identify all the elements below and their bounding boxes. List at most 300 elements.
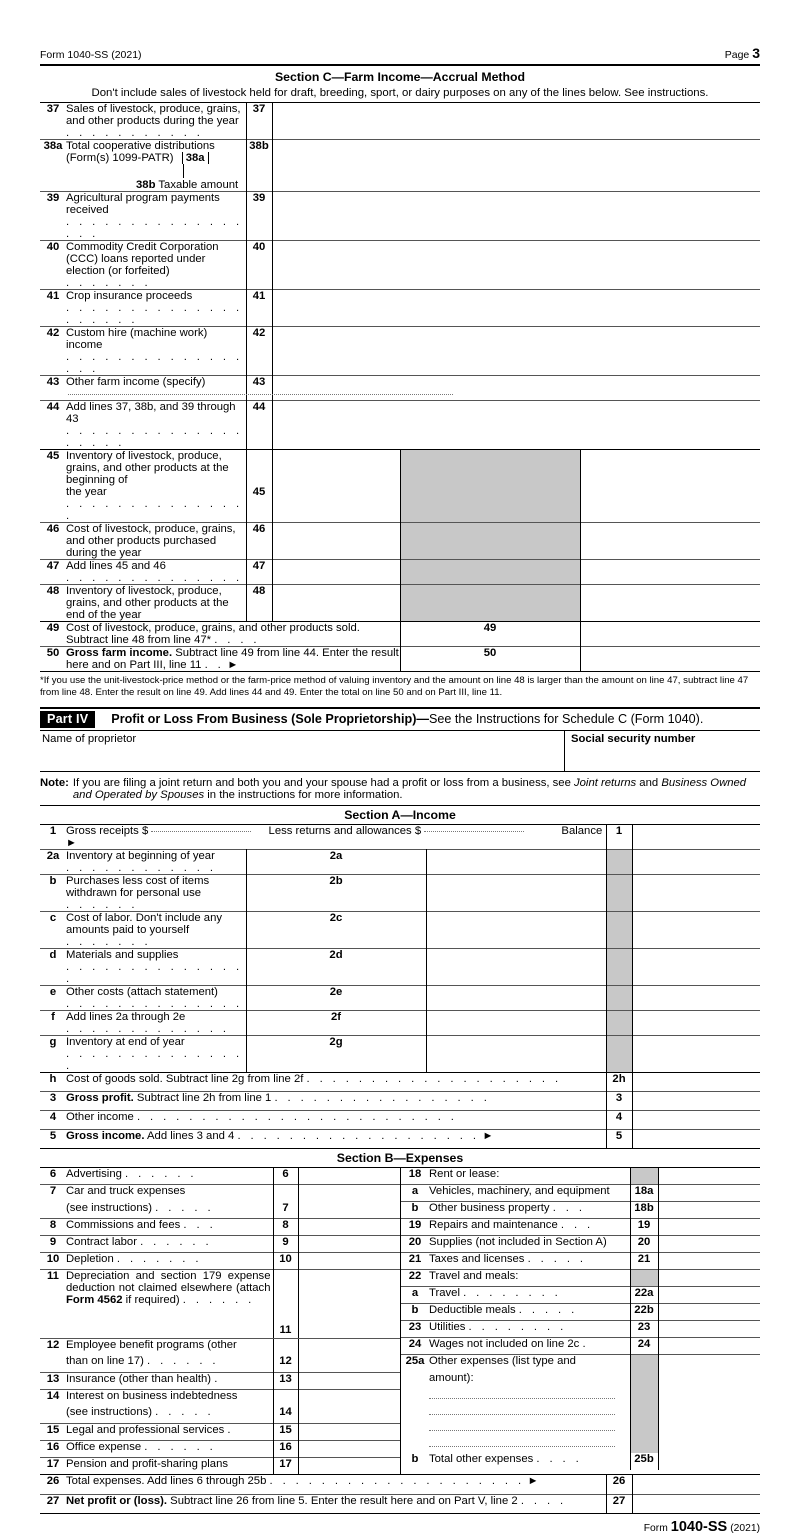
line-description: Travel . . . . . . . .: [429, 1287, 562, 1300]
line-number: 18: [408, 1167, 422, 1180]
table-row: [40, 486, 760, 523]
amount-input-24[interactable]: [658, 1338, 760, 1355]
line-description: Commissions and fees . . .: [66, 1219, 217, 1232]
line-number: 3: [49, 1091, 57, 1104]
other-expense-write-in-4[interactable]: [429, 1437, 630, 1453]
leader-dots: . . . . . . . . . . . . . . . . . . . .: [306, 1072, 562, 1085]
section-b-left-column: [40, 1168, 400, 1475]
amount-input-26[interactable]: [632, 1475, 760, 1494]
table-row: [40, 647, 760, 672]
line-description: Gross income. Add lines 3 and 4 . . . . . . . . . . . . . . . . . . . ►: [66, 1129, 494, 1142]
line-number: 38a: [43, 140, 63, 152]
amount-input-20[interactable]: [658, 1236, 760, 1253]
line-description: Other farm income (specify): [66, 376, 246, 401]
table-row: [40, 1168, 400, 1185]
table-row: [40, 1236, 400, 1253]
leader-dots: . . . . .: [527, 1253, 587, 1266]
section-b-columns: [40, 1168, 760, 1475]
shaded-cell: [630, 1355, 658, 1453]
less-returns-input[interactable]: [424, 831, 524, 832]
footer-year: (2021): [730, 1522, 760, 1534]
amount-input-7[interactable]: [298, 1185, 400, 1219]
other-expense-write-in-3[interactable]: [429, 1421, 630, 1437]
amount-input-16[interactable]: [298, 1440, 400, 1457]
amount-input-21[interactable]: [658, 1253, 760, 1270]
line-number: b: [411, 1452, 419, 1465]
table-row: [401, 1253, 760, 1270]
table-row: [40, 948, 760, 985]
table-row: [401, 1185, 760, 1202]
amount-label: 39: [246, 192, 272, 241]
amount-input-5[interactable]: [632, 1129, 760, 1148]
line-number: 43: [46, 376, 60, 388]
leader-dots: . . . . . .: [66, 898, 138, 911]
blank-cell: [658, 1168, 760, 1185]
amount-label: 11: [273, 1270, 298, 1338]
shaded-cell: [606, 874, 632, 911]
blank-cell: [632, 874, 760, 911]
line-number: b: [411, 1202, 419, 1215]
leader-dots: .: [582, 1338, 589, 1351]
amount-label: 10: [273, 1253, 298, 1270]
table-row: [401, 1236, 760, 1253]
leader-dots: . . . . . . . . . . . . . .: [66, 572, 243, 584]
amount-input-38b[interactable]: [272, 140, 400, 192]
line-number-38b: 38b: [136, 179, 156, 191]
table-row: [40, 1423, 400, 1440]
leader-dots: . . . . . . . . . . . . . . . . . . . . . . . . .: [136, 1110, 458, 1123]
line-description: (see instructions) . . . . .: [66, 1201, 215, 1214]
line-number: a: [411, 1185, 419, 1198]
section-c-subtitle: Don't include sales of livestock held for draft, breeding, sport, or dairy purposes on any of the lines below. See instructions.: [91, 87, 709, 99]
leader-dots: . . . . . . . . . . .: [66, 127, 204, 139]
amount-label: 7: [273, 1202, 298, 1219]
line-description: Depreciation and section 179 expense deduction not claimed elsewhere (attach Form 4562 if required) . . . . . .: [66, 1270, 271, 1307]
amount-label: 41: [246, 290, 272, 327]
blank-cell: [632, 849, 760, 874]
leader-dots: . . . .: [536, 1452, 583, 1465]
line-number: b: [49, 874, 57, 887]
amount-label: 15: [273, 1423, 298, 1440]
line-description: Sales of livestock, produce, grains, and other products during the year . . . . . . . . . . .: [66, 103, 241, 139]
amount-input-2e[interactable]: [426, 985, 606, 1010]
line-description: Other income . . . . . . . . . . . . . . . . . . . . . . . . .: [66, 1110, 458, 1123]
gross-receipts-label: Gross receipts $: [66, 824, 149, 837]
amount-input-18a[interactable]: [658, 1185, 760, 1202]
amount-label: 50: [400, 647, 580, 672]
line-description: Inventory at beginning of year . . . . . . . . . . . .: [66, 849, 217, 874]
line-number: 19: [408, 1219, 422, 1232]
note-text: If you are filing a joint return and both you and your spouse had a profit or loss from a business, see Joint returns and Business Owned and Operated by Spouses in the instructions for more information.: [72, 776, 747, 801]
amount-input-45[interactable]: [272, 486, 400, 523]
line-number: 8: [49, 1219, 57, 1232]
line-description: Deductible meals . . . . .: [429, 1304, 578, 1317]
amount-input-12[interactable]: [298, 1338, 400, 1372]
amount-input-17[interactable]: [298, 1457, 400, 1474]
leader-dots: . . . . . . . . . . . . . . .: [66, 960, 243, 985]
line-description: Purchases less cost of items withdrawn for personal use . . . . . .: [66, 874, 210, 911]
table-row: [401, 1270, 760, 1287]
specify-input-43[interactable]: [68, 394, 453, 395]
line-description: Wages not included on line 2c .: [429, 1338, 589, 1351]
amount-label: 24: [630, 1338, 658, 1355]
line-number: h: [49, 1072, 57, 1085]
line-description: Vehicles, machinery, and equipment: [429, 1185, 610, 1198]
amount-input-15[interactable]: [298, 1423, 400, 1440]
other-expense-write-in-1[interactable]: [429, 1389, 630, 1405]
amount-label: 17: [273, 1457, 298, 1474]
amount-label-spacer: [273, 1185, 298, 1202]
section-c-footnote: *If you use the unit-livestock-price method or the farm-price method of valuing inventory and the amount on line 48 is larger than the amount on line 47, subtract line 47 from line 48. Enter the result on line 49. Add lines 44 and 49. Enter the total on line 50 and on Part III, line 11.: [40, 675, 749, 699]
table-row: [40, 1270, 400, 1338]
footer-form-word: Form: [643, 1522, 668, 1534]
amount-input-50[interactable]: [580, 647, 760, 672]
leader-dots: . . . . . . . . . . . . . . .: [66, 1047, 243, 1072]
amount-label: 27: [606, 1494, 632, 1513]
blank-cell: [580, 523, 760, 560]
leader-dots: . . . . . . . .: [468, 1321, 567, 1334]
line-description: Cost of livestock, produce, grains, and other products purchased during the year: [66, 523, 236, 559]
amount-input-38a[interactable]: [66, 164, 184, 178]
table-row: [40, 103, 760, 140]
amount-input-22b[interactable]: [658, 1304, 760, 1321]
shaded-cell: [606, 948, 632, 985]
table-row: [40, 1457, 400, 1474]
leader-dots: .: [227, 1423, 234, 1436]
line-number: 41: [46, 290, 60, 302]
shaded-cell: [630, 1270, 658, 1287]
section-b-right-column: [400, 1168, 760, 1475]
amount-input-49[interactable]: [580, 622, 760, 647]
leader-dots: . . . . . . . . . . . . .: [66, 1022, 230, 1035]
line-description: Agricultural program payments received . . . . . . . . . . . . . . . . .: [66, 192, 246, 241]
line-description: Car and truck expenses: [66, 1185, 186, 1198]
table-row: [401, 1453, 760, 1470]
line-description: Insurance (other than health) .: [66, 1372, 221, 1385]
amount-input-8[interactable]: [298, 1219, 400, 1236]
line-description: Custom hire (machine work) income . . . . . . . . . . . . . . . . .: [66, 327, 246, 376]
arrow-icon: ►: [227, 659, 239, 671]
amount-label: 4: [606, 1110, 632, 1129]
leader-dots: . . . .: [520, 1494, 567, 1507]
leader-dots: . . . . .: [155, 1201, 215, 1214]
amount-input-44[interactable]: [272, 401, 400, 450]
line-description: Interest on business indebtedness: [66, 1389, 238, 1402]
amount-label: 18b: [630, 1202, 658, 1219]
table-row: [40, 140, 760, 192]
page-indicator: Page 3: [724, 45, 760, 61]
leader-dots: . . . .: [214, 634, 260, 646]
balance-label: Balance: [561, 824, 603, 837]
line-description: Utilities . . . . . . . .: [429, 1321, 567, 1334]
table-row: [401, 1287, 760, 1304]
line-description: Inventory of livestock, produce, grains, and other products at the end of the year: [66, 585, 229, 621]
line-number: 27: [46, 1494, 60, 1507]
amount-input-18b[interactable]: [658, 1202, 760, 1219]
line-number: 11: [47, 1270, 59, 1283]
line-number: 2a: [46, 849, 60, 862]
leader-dots: . . . . . . . . . . . . . . . . . . .: [66, 425, 243, 449]
line-number: 10: [46, 1253, 60, 1266]
line-number: 23: [408, 1321, 422, 1334]
table-row: [40, 1091, 760, 1110]
amount-label: 13: [273, 1372, 298, 1389]
leader-dots: . . . . . . . . . . . . . . . . . . .: [237, 1129, 480, 1142]
leader-dots: . . . . . .: [147, 1355, 219, 1368]
table-row: [40, 523, 760, 560]
amount-label: 2c: [246, 911, 426, 948]
line-number: 50: [46, 647, 60, 659]
leader-dots: . . . . . . .: [66, 277, 152, 289]
table-row: [401, 1168, 760, 1185]
amount-input-3[interactable]: [632, 1091, 760, 1110]
table-row: [40, 1010, 760, 1035]
amount-label: 46: [246, 523, 272, 560]
line-number: 42: [46, 327, 60, 339]
ssn-field[interactable]: [564, 731, 760, 771]
less-returns-label: Less returns and allowances $: [268, 824, 422, 837]
part-iv-title: Profit or Loss From Business (Sole Proprietorship)—See the Instructions for Schedule C (Form 1040).: [111, 712, 704, 727]
page-header: [40, 0, 760, 61]
table-row: [40, 1475, 760, 1494]
expenses-right-table: [401, 1168, 760, 1470]
other-expense-write-in-2[interactable]: [429, 1405, 630, 1421]
amount-input-37[interactable]: [272, 103, 400, 140]
shaded-cell: [400, 585, 580, 622]
leader-dots: .: [214, 1372, 221, 1385]
blank-cell: [632, 948, 760, 985]
amount-input-2c[interactable]: [426, 911, 606, 948]
line-description: Cost of goods sold. Subtract line 2g from line 2f . . . . . . . . . . . . . . . . . . . .: [66, 1072, 562, 1085]
blank-cell: [658, 1355, 760, 1453]
line-description: Other business property . . .: [429, 1202, 586, 1215]
write-in-line: [429, 1430, 615, 1431]
line-number: 9: [49, 1236, 57, 1249]
amount-label: 23: [630, 1321, 658, 1338]
inner-spacer: [246, 450, 272, 487]
amount-input-4[interactable]: [632, 1110, 760, 1129]
amount-input-47[interactable]: [272, 560, 400, 585]
table-row: [40, 911, 760, 948]
name-of-proprietor-field[interactable]: [40, 731, 564, 771]
line-number: 6: [49, 1167, 57, 1180]
table-row: [40, 1338, 400, 1355]
arrow-icon: ►: [527, 1475, 539, 1488]
amount-label: 42: [246, 327, 272, 376]
amount-input-27[interactable]: [632, 1494, 760, 1513]
line-description: Inventory of livestock, produce, grains, and other products at the beginning of: [66, 450, 229, 486]
amount-input-43[interactable]: [272, 376, 400, 401]
arrow-icon: ►: [66, 836, 77, 849]
amount-input-2b[interactable]: [426, 874, 606, 911]
shaded-cell: [400, 450, 580, 487]
amount-label: 47: [246, 560, 272, 585]
name-of-proprietor-label: Name of proprietor: [42, 732, 137, 745]
shaded-cell: [606, 911, 632, 948]
leader-dots: . . . . . . .: [66, 935, 152, 948]
leader-dots: . . . . . .: [140, 1236, 213, 1249]
table-row: [401, 1202, 760, 1219]
leader-dots: . . . . . . . . . . . .: [66, 861, 217, 874]
shaded-cell: [400, 560, 580, 585]
table-row: [40, 585, 760, 622]
amount-label: 44: [246, 401, 272, 450]
part-iv-note: [40, 772, 760, 805]
line-number: f: [51, 1010, 55, 1023]
proprietor-row: [40, 731, 760, 771]
blank-cell: [580, 450, 760, 487]
table-row: [40, 985, 760, 1010]
section-c-table: [40, 103, 760, 672]
line-description: Other costs (attach statement) . . . . . . . . . . . . . .: [66, 985, 243, 1010]
line-description: Other expenses (list type and: [429, 1355, 576, 1368]
leader-dots: . . . . . . . . . . . . . . . . . . . .: [269, 1475, 525, 1488]
write-in-line: [429, 1398, 615, 1399]
amount-input-2a[interactable]: [426, 849, 606, 874]
amount-input-40[interactable]: [272, 241, 400, 290]
expenses-left-table: [40, 1168, 400, 1475]
amount-label-spacer: [273, 1389, 298, 1406]
line-description: Supplies (not included in Section A): [429, 1236, 607, 1249]
write-in-line: [429, 1446, 615, 1447]
table-row: [40, 874, 760, 911]
shaded-cell: [400, 523, 580, 560]
line-number: 17: [46, 1457, 60, 1470]
line-description: Net profit or (loss). Subtract line 26 from line 5. Enter the result here and on Part V, line 2 . . . .: [66, 1494, 567, 1507]
line-number: 22: [408, 1270, 422, 1283]
footer-form-name: 1040-SS: [670, 1518, 728, 1535]
page-footer: [40, 1514, 760, 1535]
line-number: 49: [46, 622, 60, 634]
line-description: Employee benefit programs (other: [66, 1338, 237, 1351]
amount-input-14[interactable]: [298, 1389, 400, 1423]
amount-input-41[interactable]: [272, 290, 400, 327]
leader-dots: . . .: [183, 1219, 217, 1232]
table-row: [401, 1321, 760, 1338]
line-number: 24: [408, 1338, 422, 1351]
table-row: [40, 1389, 400, 1406]
amount-label: 2h: [606, 1072, 632, 1091]
table-row: [40, 1110, 760, 1129]
amount-label: 5: [606, 1129, 632, 1148]
amount-label: 21: [630, 1253, 658, 1270]
shaded-cell: [630, 1168, 658, 1185]
blank-cell: [632, 911, 760, 948]
amount-label: 49: [400, 622, 580, 647]
line-description: [66, 825, 606, 850]
table-row: [40, 1035, 760, 1072]
amount-input-1[interactable]: [632, 825, 760, 850]
table-row: [40, 849, 760, 874]
leader-dots: . . . . . . .: [116, 1253, 202, 1266]
line-description: Contract labor . . . . . .: [66, 1236, 213, 1249]
table-row: [40, 327, 760, 376]
section-c-title: Section C—Farm Income—Accrual Method: [274, 70, 526, 84]
line-number: 13: [46, 1372, 60, 1385]
line-number: d: [49, 948, 57, 961]
table-row: [40, 622, 760, 647]
amount-input-6[interactable]: [298, 1168, 400, 1185]
line-description: Add lines 2a through 2e . . . . . . . . . . . . .: [66, 1010, 230, 1035]
amount-input-10[interactable]: [298, 1253, 400, 1270]
amount-input-25b[interactable]: [658, 1453, 760, 1470]
section-b-totals-table: [40, 1475, 760, 1514]
table-row: [40, 1372, 400, 1389]
table-row: [40, 825, 760, 850]
table-row: [40, 450, 760, 487]
table-row: [40, 1072, 760, 1091]
leader-dots: . . . . . . . . . . . . . .: [66, 997, 243, 1010]
amount-input-13[interactable]: [298, 1372, 400, 1389]
amount-input-2f[interactable]: [426, 1010, 606, 1035]
line-description: Gross farm income. Subtract line 49 from line 44. Enter the result here and on Part III, line 11 . . ►: [66, 647, 399, 671]
leader-dots: . . . . .: [518, 1304, 578, 1317]
amount-input-2h[interactable]: [632, 1072, 760, 1091]
line-description: Legal and professional services .: [66, 1423, 234, 1436]
amount-input-23[interactable]: [658, 1321, 760, 1338]
line-description: Cost of livestock, produce, grains, and other products sold. Subtract line 48 from line 47* . . . .: [66, 622, 360, 646]
amount-label: 48: [246, 585, 272, 622]
shaded-cell: [606, 1010, 632, 1035]
line-description: amount):: [429, 1371, 474, 1384]
line-number: 7: [49, 1185, 57, 1198]
line-number: 25a: [405, 1355, 425, 1368]
line-description: Repairs and maintenance . . .: [429, 1219, 594, 1232]
amount-input-48[interactable]: [272, 585, 400, 622]
table-row: [401, 1338, 760, 1355]
line-number: a: [411, 1287, 419, 1300]
line-number: 20: [408, 1236, 422, 1249]
gross-receipts-input[interactable]: [151, 831, 251, 832]
leader-dots: . . . . .: [155, 1406, 215, 1419]
line-number: 26: [46, 1475, 60, 1488]
amount-input-9[interactable]: [298, 1236, 400, 1253]
blank-cell: [580, 585, 760, 622]
amount-input-11[interactable]: [298, 1270, 400, 1338]
line-number: c: [49, 911, 57, 924]
blank-cell: [658, 1270, 760, 1287]
amount-input-39[interactable]: [272, 192, 400, 241]
arrow-icon: ►: [482, 1129, 494, 1142]
line-number: 15: [46, 1423, 60, 1436]
amount-input-22a[interactable]: [658, 1287, 760, 1304]
line-description: Rent or lease:: [429, 1167, 500, 1180]
amount-input-46[interactable]: [272, 523, 400, 560]
section-a-title: Section A—Income: [344, 807, 456, 822]
line-description: Materials and supplies . . . . . . . . . . . . . . .: [66, 948, 246, 985]
amount-input-2g[interactable]: [426, 1035, 606, 1072]
amount-input-2d[interactable]: [426, 948, 606, 985]
line-description: Advertising . . . . . .: [66, 1167, 197, 1180]
amount-label: 22b: [630, 1304, 658, 1321]
part-iv-tag: Part IV: [40, 711, 95, 728]
line-number: 48: [46, 585, 60, 597]
table-row: [40, 192, 760, 241]
write-in-line: [429, 1414, 615, 1415]
amount-label: 16: [273, 1440, 298, 1457]
blank-cell: [632, 985, 760, 1010]
line-description: Total expenses. Add lines 6 through 25b . . . . . . . . . . . . . . . . . . . . ►: [66, 1475, 539, 1488]
table-row: [40, 241, 760, 290]
table-row: [401, 1304, 760, 1321]
amount-input-42[interactable]: [272, 327, 400, 376]
leader-dots: . . . . . . . .: [463, 1287, 562, 1300]
amount-input-19[interactable]: [658, 1219, 760, 1236]
line-number: 4: [49, 1110, 57, 1123]
inner-label-38a: 38a: [182, 152, 209, 164]
line-number: 45: [46, 450, 60, 462]
blank-cell: [580, 486, 760, 523]
